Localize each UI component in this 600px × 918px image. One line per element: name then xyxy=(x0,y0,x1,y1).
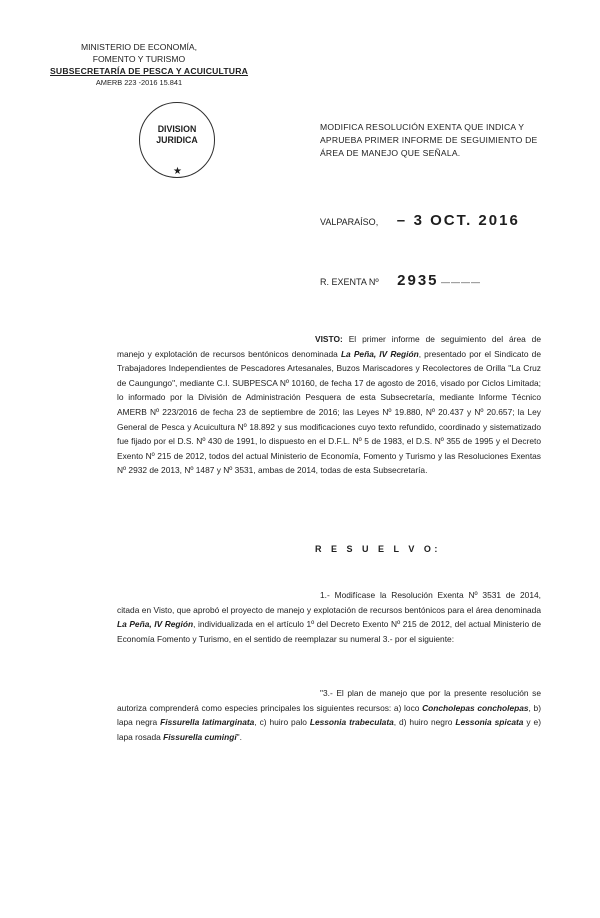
ministry-subtitle: FOMENTO Y TURISMO xyxy=(92,54,186,64)
place-date xyxy=(320,212,520,229)
place-name: VALPARAÍSO, xyxy=(320,217,379,227)
letterhead xyxy=(50,41,249,89)
area-name-item1: La Peña, IV Región xyxy=(117,619,194,630)
resuelvo-heading: R E S U E L V O: xyxy=(315,544,441,554)
reference-code: AMERB 223 -2016 15.841 xyxy=(95,78,183,87)
species-2: Fissurella latimarginata xyxy=(160,717,255,728)
seal-text: DIVISION JURIDICA xyxy=(156,124,198,145)
date-dash: – xyxy=(396,212,408,229)
visto-label: VISTO: xyxy=(315,334,343,344)
species-3: Lessonia trabeculata xyxy=(309,717,394,728)
division-seal xyxy=(125,100,225,180)
species-1: Concholepas concholepas xyxy=(422,702,529,713)
area-name: La Peña, IV Región xyxy=(340,348,419,359)
subsecretariat-name: SUBSECRETARÍA DE PESCA Y ACUICULTURA xyxy=(50,66,249,76)
seal-star-icon: ★ xyxy=(173,166,182,177)
species-4: Lessonia spicata xyxy=(455,717,524,728)
replacement-numeral-3: "3.- El plan de manejo que por la presente resolución se autoriza comprenderá como especies principales los siguientes recursos: a) loco Concholepas concholepas, b) lapa negra Fissurella latimarginata, c) huiro palo Lessonia trabeculata, d) huiro negro Lessonia spicata y e) lapa rosada Fissurella cumingi". xyxy=(117,688,541,742)
ministry-name: MINISTERIO DE ECONOMÍA, xyxy=(80,42,198,52)
resolution-number xyxy=(320,272,481,289)
date-value: 3 OCT. 2016 xyxy=(413,212,520,229)
resolution-item-1: 1.- Modifícase la Resolución Exenta Nº 3531 de 2014, citada en Visto, que aprobó el proyecto de manejo y explotación de recursos bentónicos para el área denominada La Peña, IV Región, individualizada en el artículo 1º del Decreto Exento Nº 215 de 2012, del actual Ministerio de Economía Fomento y Turismo, en el sentido de reemplazar su numeral 3.- por el siguiente: xyxy=(117,590,541,644)
visto-paragraph: VISTO: El primer informe de seguimiento del área de manejo y explotación de recursos bentónicos denominada La Peña, IV Región, presentado por el Sindicato de Trabajadores Independientes de Pescadores Artesanales, Buzos Mariscadores y Recolectores de Orilla "La Cruz de Caungungo", mediante C.I. SUBPESCA Nº 10160, de fecha 17 de agosto de 2016, visado por Ciclos Limitada; lo informado por la División de Administración Pesquera de esta Subsecretaría, mediante Informe Técnico AMERB Nº 223/2016 de fecha 23 de septiembre de 2016; las Leyes Nº 19.880, Nº 20.437 y Nº 20.657; la Ley General de Pesca y Acuicultura Nº 18.892 y sus modificaciones cuyo texto refundido, coordinado y sistematizado fue fijado por el D.S. Nº 430 de 1991, lo dispuesto en el D.F.L. Nº 5 de 1983, el D.S. Nº 355 de 1995 y el Decreto Exento Nº 215 de 2012, todos del actual Ministerio de Economía, Fomento y Turismo y las Resoluciones Exentas Nº 2932 de 2013, Nº 1487 y Nº 3531, ambas de 2014, todas de esta Subsecretaría. xyxy=(117,334,541,476)
species-5: Fissurella cumingi xyxy=(163,731,237,742)
resolution-label: R. EXENTA Nº xyxy=(320,277,379,287)
resolution-value: 2935 xyxy=(397,272,439,289)
resolution-subject: MODIFICA RESOLUCIÓN EXENTA QUE INDICA Y APRUEBA PRIMER INFORME DE SEGUIMIENTO DE ÁREA DE MANEJO QUE SEÑALA. xyxy=(320,122,538,158)
underline-dashes: ———— xyxy=(441,277,482,287)
